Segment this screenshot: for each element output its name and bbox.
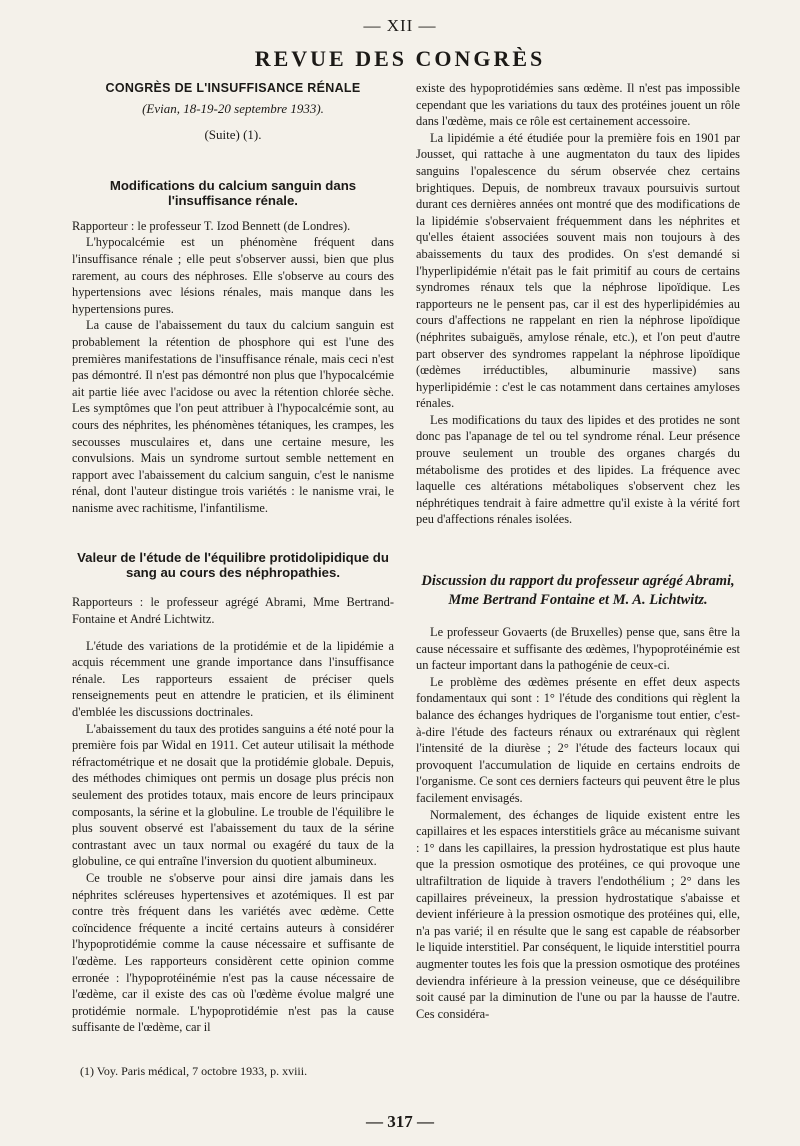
right-column: [416, 80, 740, 1022]
running-title: REVUE DES CONGRÈS: [254, 46, 546, 71]
discussion-title: Discussion du rapport du professeur agrégé Abrami, Mme Bertrand Fontaine et M. A. Lichtwitz.: [421, 573, 735, 609]
section-title-protidolipidique: Valeur de l'étude de l'équilibre protidolipidique du sang au cours des néphropathies.: [77, 550, 389, 581]
paragraph: La lipidémie a été étudiée pour la première fois en 1901 par Jousset, qui rattache à une augmentaton du taux des lipides sanguins l'opalescence du sérum observée chez certains brightiques. Depuis, de nombreux travaux poursuivis surtout durant ces dernières années ont montré que des modifications de la lipidémie s'observaient fréquemment dans les néphrites et qu'elles étaient associées souvent mais non toujours à des abaissements du taux des prodides. On s'est demandé si l'hyperlipidémie n'était pas le fait primitif au cours de certains syndromes rénaux tels que la néphrose lipoïdique. Les rapporteurs ne le pensent pas, car il est des hyperlipidémies au cours d'affections ne rappelant en rien la néphrose lipoïdique (néphrites subaiguës, amylose rénale, etc.), et l'on peut d'autre part observer des syndromes rappelant la néphrose lipoïdique (œdèmes irréductibles, albuminurie massive) sans hyperlipidémie : c'est le cas notamment dans certaines amyloses rénales.: [416, 130, 740, 411]
footnote: (1) Voy. Paris médical, 7 octobre 1933, p. xviii.: [80, 1064, 308, 1078]
paragraph: existe des hypoprotidémies sans œdème. Il n'est pas impossible cependant que les variations du taux des protéines jouent un rôle dans l'œdème, mais ce rôle est certainement accessoire.: [416, 81, 740, 129]
paragraph: L'étude des variations de la protidémie et de la lipidémie a acquis récemment une grande importance dans l'insuffisance rénale. Les rapporteurs essaient de préciser quels renseignements peut en attendre le praticien, et ils éliminent d'emblée les discussions doctrinales.: [72, 638, 394, 720]
rapporteur-line: Rapporteur : le professeur T. Izod Bennett (de Londres).: [72, 218, 351, 233]
paragraph: L'hypocalcémie est un phénomène fréquent dans l'insuffisance rénale ; elle peut s'observer aussi, bien que plus rarement, au cours des néphroses. Elle s'observe au cours des hypertensions avec lésions rénales, mais manque dans les hypertensions pures.: [72, 235, 394, 316]
paragraph: Le professeur Govaerts (de Bruxelles) pense que, sans être la cause nécessaire et suffisante des œdèmes, l'hypoprotéinémie est un facteur important dans la pathogénie de ceux-ci.: [416, 625, 740, 673]
paragraph: Les modifications du taux des lipides et des protides ne sont donc pas l'apanage de tel ou tel syndrome rénal. Leur présence prouve seulement un trouble des organes chargés du métabolisme des protides et des lipides. La fréquence avec laquelle ces altérations métaboliques s'observent chez les néphrétiques tendrait à faire admettre qu'il existe à la vérité fort peu d'affections rénales isolées.: [416, 412, 740, 527]
paragraph: L'abaissement du taux des protides sanguins a été noté pour la première fois par Widal en 1911. Cet auteur utilisait la méthode réfractométrique et ne dosait que la protidémie globale. Depuis, des méthodes chimiques ont permis un dosage plus précis non seulement des protides totaux, mais encore de leurs principaux composants, la sérine et la globuline. Le trouble de l'équilibre le plus souvent observé est l'abaissement du taux de la sérine contrastant avec un taux normal ou exagéré du taux de la globuline, ce qui entraîne l'inversion du quotient albumineux.: [72, 721, 394, 869]
page-number-roman: — XII —: [363, 16, 437, 35]
section-title-calcium: Modifications du calcium sanguin dans l'insuffisance rénale.: [109, 177, 357, 208]
congress-title: CONGRÈS DE L'INSUFFISANCE RÉNALE: [105, 81, 361, 95]
paragraph: La cause de l'abaissement du taux du calcium sanguin est probablement la rétention de phosphore qui est l'une des premières manifestations de l'insuffisance rénale, mais ceci n'est pas démontré. Il n'est pas démontré non plus que l'hypocalcémie ait partie liée avec l'acidose ou avec la rétention chlorée sèche. Les symptômes que l'on peut attribuer à l'hypocalcémie sont, au cours des néphrites, les phénomènes tétaniques, les crampes, les secousses musculaires et, dans une certaine mesure, les convulsions. Mais un syndrome surtout semble nettement en rapport avec l'abaissement du calcium sanguin, c'est le nanisme rénal, dont l'auteur distingue trois variétés : le nanisme vrai, le nanisme avec rachitisme, l'infantilisme.: [72, 318, 394, 515]
page-number: — 317 —: [366, 1112, 434, 1131]
paragraph: Ce trouble ne s'observe pour ainsi dire jamais dans les néphrites scléreuses hypertensives et azotémiques. Il est par contre très fréquent dans les variétés avec œdème. Cette coïncidence fréquente a incité certains auteurs à considérer l'hypoprotidémie comme la cause nécessaire et suffisante de l'œdème. Les rapporteurs considèrent cette opinion comme erronée : l'hypoprotéinémie n'est pas la cause nécessaire de l'œdème, car il existe des cas où l'œdème évolue malgré une protidémie normale. L'hypoprotidémie n'est pas la cause suffisante de l'œdème, car il: [72, 870, 394, 1035]
congress-dates: (Evian, 18-19-20 septembre 1933).: [142, 100, 324, 116]
paragraph: Le problème des œdèmes présente en effet deux aspects fondamentaux qui sont : 1° l'étude des conditions qui règlent la balance des échanges hydriques de l'organisme tout entier, c'est-à-dire l'étude des facteurs rénaux ou extrarénaux qui règlent l'intensité de la diurèse ; 2° l'étude des facteurs locaux qui provoquent l'accumulation de liquide en certains endroits de l'organisme. Ce sont ces derniers facteurs qui peuvent être le plus facilement envisagés.: [416, 674, 740, 805]
paragraph: Normalement, des échanges de liquide existent entre les capillaires et les espaces interstitiels grâce au mécanisme suivant : 1° dans les capillaires, la pression hydrostatique est plus haute que la pression osmotique des protéines, ce qui provoque une ultrafiltration de liquide à travers l'endothélium ; 2° dans les capillaires préveineux, la pression hydrostatique s'abaisse et devient inférieure à la pression osmotique des protéines qui, elle, n'a pas varié; il en résulte que le sang est capable de réabsorber le liquide interstitiel. Par conséquent, le liquide interstitiel pourra augmenter toutes les fois que la pression osmotique des protéines deviendra inférieure à la pression veineuse, que ce déséquilibre soit causé par la diminution de l'une ou par la hausse de l'autre. Ces considéra-: [416, 807, 740, 1021]
suite-label: (Suite) (1).: [204, 127, 262, 143]
left-column: [72, 78, 394, 1036]
rapporteurs-line: Rapporteurs : le professeur agrégé Abrami, Mme Bertrand-Fontaine et André Lichtwitz.: [72, 595, 394, 627]
